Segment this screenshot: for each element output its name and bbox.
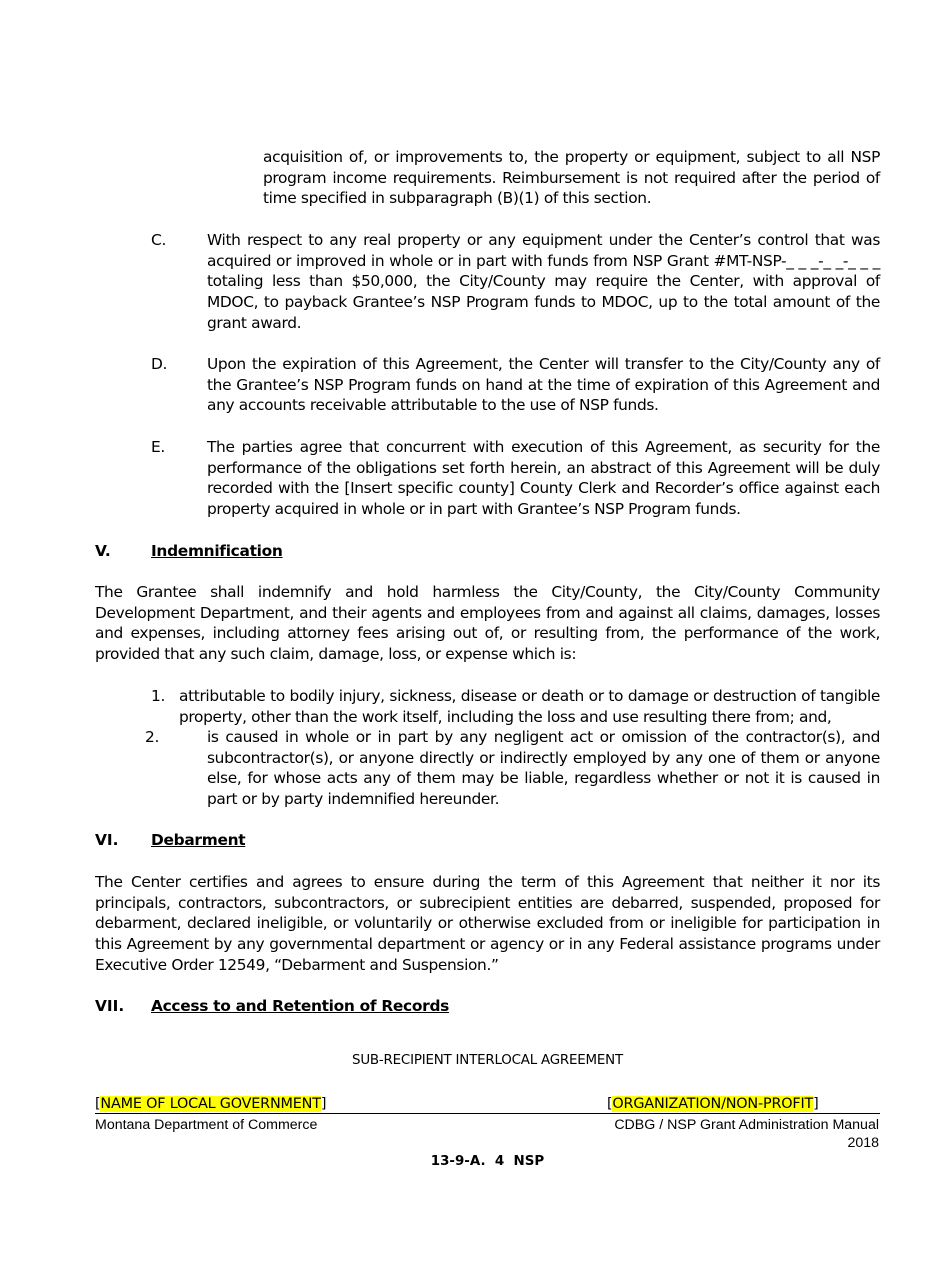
item-e-text: The parties agree that concurrent with execution of this Agreement, as security for the performance of the obligations set forth herein, an abstract of this Agreement will be duly recorded with the [Insert specific county] County Clerk and Recorder’s office against each property acquired in whole or in part with Grantee’s NSP Program funds. (207, 438, 880, 519)
local-government-placeholder: [NAME OF LOCAL GOVERNMENT] (95, 1096, 327, 1112)
section-v-number: V. (95, 542, 111, 560)
item-d-label: D. (151, 355, 168, 373)
section-vii-title: Access to and Retention of Records (151, 997, 450, 1015)
item-c-label: C. (151, 231, 167, 249)
organization-text: ORGANIZATION/NON-PROFIT (612, 1096, 814, 1112)
local-government-text: NAME OF LOCAL GOVERNMENT (100, 1096, 321, 1112)
list-item-1-text: attributable to bodily injury, sickness, disease or death or to damage or destruction of tangible property, other than the work itself, including the loss and use resulting there from; and, (179, 687, 880, 726)
section-v-body: The Grantee shall indemnify and hold harmless the City/County, the City/County Community Development Department, and their agents and employees from and against all claims, damages, losses and expenses, including attorney fees arising out of, or resulting from, the performance of the work, provided that any such claim, damage, loss, or expense which is: (95, 583, 880, 664)
footer-right-line1: CDBG / NSP Grant Administration Manual (614, 1117, 879, 1133)
item-c-text: With respect to any real property or any equipment under the Center’s control that was acquired or improved in whole or in part with funds from NSP Grant #MT-NSP-_ _ _-_ _-_ _ _ totaling less than $50,000, the City/County may require the Center, with approval of MDOC, to payback Grantee’s NSP Program funds to MDOC, up to the total amount of the grant award. (207, 231, 880, 332)
list-item-2-text: is caused in whole or in part by any negligent act or omission of the contractor(s), and subcontractor(s), or anyone directly or indirectly employed by any one of them or anyone else, for whose acts any of them may be liable, regardless whether or not it is caused in part or by party indemnified hereunder. (207, 728, 880, 809)
item-d-text: Upon the expiration of this Agreement, the Center will transfer to the City/County any of the Grantee’s NSP Program funds on hand at the time of expiration of this Agreement and any accounts receivable attributable to the use of NSP funds. (207, 355, 880, 415)
footer-right-line2: 2018 (847, 1135, 879, 1151)
section-vii-number: VII. (95, 997, 125, 1015)
footer-left: Montana Department of Commerce (95, 1117, 318, 1133)
section-vi-title: Debarment (151, 831, 246, 849)
page-identifier: 13-9-A. 4 NSP (430, 1154, 545, 1169)
list-item-1-label: 1. (151, 687, 166, 705)
agreement-title: SUB-RECIPIENT INTERLOCAL AGREEMENT (352, 1053, 623, 1068)
item-e-label: E. (151, 438, 166, 456)
continuation-paragraph: acquisition of, or improvements to, the property or equipment, subject to all NSP program income requirements. Reimbursement is not required after the period of time specified in subparagraph (B)(1) of this section. (263, 148, 880, 208)
section-vi-number: VI. (95, 831, 119, 849)
organization-placeholder: [ORGANIZATION/NON-PROFIT] (607, 1096, 819, 1112)
footer-divider (95, 1113, 880, 1114)
list-item-2-label: 2. (145, 728, 160, 746)
section-v-title: Indemnification (151, 542, 283, 560)
section-vi-body: The Center certifies and agrees to ensure during the term of this Agreement that neither it nor its principals, contractors, subcontractors, or subrecipient entities are debarred, suspended, proposed for debarment, declared ineligible, or voluntarily or otherwise excluded from or ineligible for participation in this Agreement by any governmental department or agency or in any Federal assistance programs under Executive Order 12549, “Debarment and Suspension.” (95, 873, 880, 974)
